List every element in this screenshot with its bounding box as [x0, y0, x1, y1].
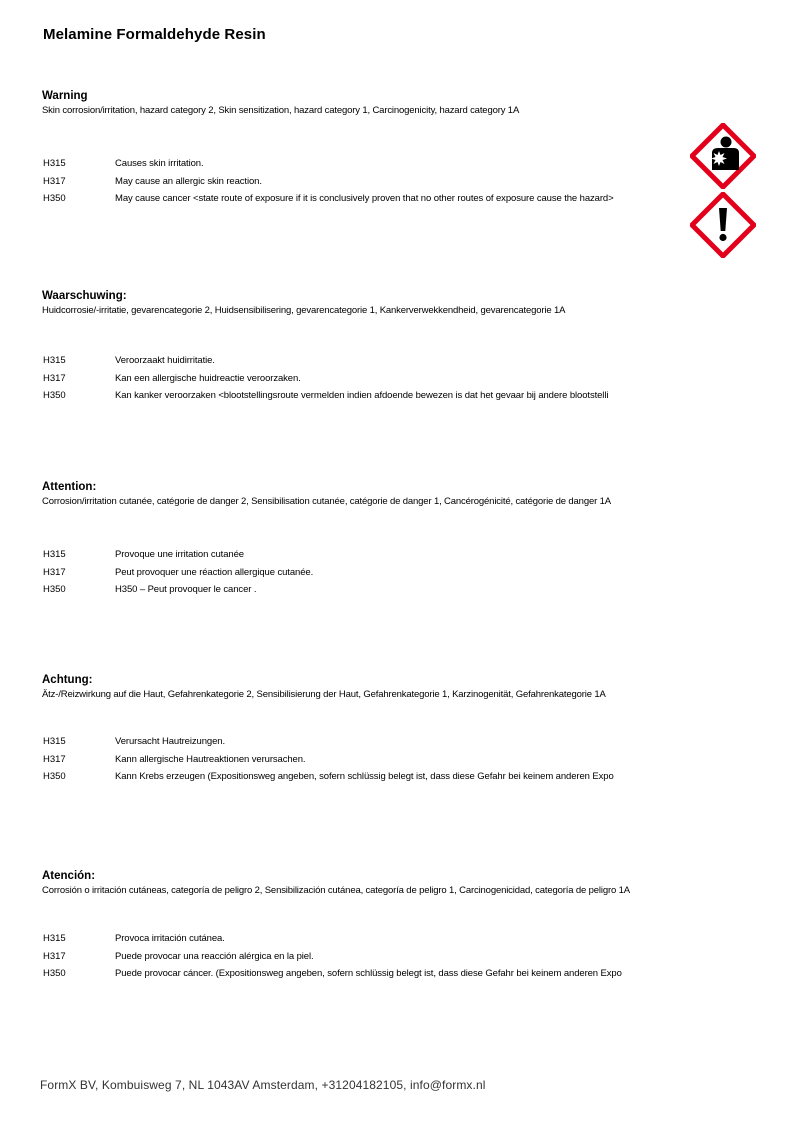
hazard-code: H317 — [43, 372, 66, 384]
hazard-text: Kan kanker veroorzaken <blootstellingsroute vermelden indien afdoende bewezen is dat het gevaar bij andere blootstelli — [115, 390, 609, 402]
hazard-code: H350 — [43, 968, 66, 980]
hazard-text: Peut provoquer une réaction allergique cutanée. — [115, 566, 314, 578]
hazard-statement-row — [42, 948, 667, 966]
hazard-classification: Ätz-/Reizwirkung auf die Haut, Gefahrenkategorie 2, Sensibilisierung der Haut, Gefahrenkategorie 1, Karzinogenität, Gefahrenkategorie 1A — [42, 689, 606, 700]
hazard-text: Veroorzaakt huidirritatie. — [115, 355, 215, 366]
health-hazard-pictogram-icon — [690, 123, 756, 189]
signal-word: Atención: — [42, 870, 96, 882]
hazard-code: H350 — [43, 771, 66, 783]
signal-word: Waarschuwing: — [42, 290, 127, 302]
exclamation-mark-pictogram-icon — [690, 192, 756, 258]
hazard-statement-row — [42, 173, 667, 191]
hazard-section-en — [42, 89, 672, 205]
hazard-text: Puede provocar cáncer. (Expositionsweg angeben, sofern schlüssig belegt ist, dass diese Gefahr bei keinem anderen Expo — [115, 968, 622, 980]
hazard-statement-row — [42, 387, 667, 405]
hazard-text: Verursacht Hautreizungen. — [115, 736, 225, 747]
hazard-statement-list — [42, 155, 667, 208]
hazard-code: H350 — [43, 390, 66, 402]
hazard-text: Provoque une irritation cutanée — [115, 549, 244, 560]
hazard-code: H317 — [43, 566, 66, 578]
hazard-statement-row — [42, 751, 667, 769]
hazard-code: H350 — [43, 193, 66, 205]
hazard-code: H317 — [43, 175, 66, 187]
hazard-section-fr — [42, 480, 672, 596]
hazard-statement-row — [42, 370, 667, 388]
ghs-pictograms — [690, 123, 756, 258]
hazard-statement-row — [42, 155, 667, 173]
signal-word: Achtung: — [42, 674, 93, 686]
hazard-code: H315 — [43, 549, 66, 560]
hazard-statement-row — [42, 965, 667, 983]
footer-contact: FormX BV, Kombuisweg 7, NL 1043AV Amsterdam, +31204182105, info@formx.nl — [40, 1078, 486, 1092]
hazard-text: H350 – Peut provoquer le cancer . — [115, 584, 257, 596]
hazard-statement-list — [42, 930, 667, 983]
hazard-classification: Huidcorrosie/-irritatie, gevarencategorie 2, Huidsensibilisering, gevarencategorie 1, Kankerverwekkendheid, gevarencategorie 1A — [42, 305, 566, 316]
hazard-statement-list — [42, 733, 667, 786]
hazard-code: H350 — [43, 584, 66, 596]
hazard-classification: Skin corrosion/irritation, hazard category 2, Skin sensitization, hazard category 1, Carcinogenicity, hazard category 1A — [42, 105, 520, 116]
hazard-text: May cause cancer <state route of exposure if it is conclusively proven that no other routes of exposure cause the hazard> — [115, 193, 614, 205]
hazard-text: Puede provocar una reacción alérgica en la piel. — [115, 950, 314, 962]
signal-word: Warning — [42, 90, 88, 102]
hazard-text: Kann allergische Hautreaktionen verursachen. — [115, 753, 306, 765]
hazard-code: H315 — [43, 355, 66, 366]
document-title: Melamine Formaldehyde Resin — [43, 26, 266, 43]
hazard-statement-list — [42, 546, 667, 599]
hazard-text: Kan een allergische huidreactie veroorzaken. — [115, 372, 301, 384]
hazard-statement-row — [42, 768, 667, 786]
hazard-code: H315 — [43, 736, 66, 747]
hazard-section-es — [42, 869, 672, 980]
hazard-section-de — [42, 673, 672, 783]
hazard-statement-row — [42, 546, 667, 564]
hazard-statement-row — [42, 930, 667, 948]
hazard-code: H315 — [43, 933, 66, 944]
hazard-code: H315 — [43, 158, 66, 169]
hazard-statement-row — [42, 352, 667, 370]
hazard-code: H317 — [43, 753, 66, 765]
hazard-statement-row — [42, 581, 667, 599]
hazard-classification: Corrosion/irritation cutanée, catégorie de danger 2, Sensibilisation cutanée, catégorie de danger 1, Cancérogénicité, catégorie de danger 1A — [42, 496, 611, 507]
hazard-statement-list — [42, 352, 667, 405]
hazard-section-nl — [42, 289, 672, 402]
hazard-statement-row — [42, 564, 667, 582]
hazard-classification: Corrosión o irritación cutáneas, categoría de peligro 2, Sensibilización cutánea, categoría de peligro 1, Carcinogenicidad, categoría de peligro 1A — [42, 885, 630, 896]
hazard-text: May cause an allergic skin reaction. — [115, 175, 262, 187]
hazard-statement-row — [42, 190, 667, 208]
hazard-text: Causes skin irritation. — [115, 158, 204, 169]
hazard-statement-row — [42, 733, 667, 751]
hazard-text: Provoca irritación cutánea. — [115, 933, 225, 944]
signal-word: Attention: — [42, 481, 97, 493]
hazard-text: Kann Krebs erzeugen (Expositionsweg angeben, sofern schlüssig belegt ist, dass diese Gefahr bei keinem anderen Expo — [115, 771, 614, 783]
hazard-code: H317 — [43, 950, 66, 962]
